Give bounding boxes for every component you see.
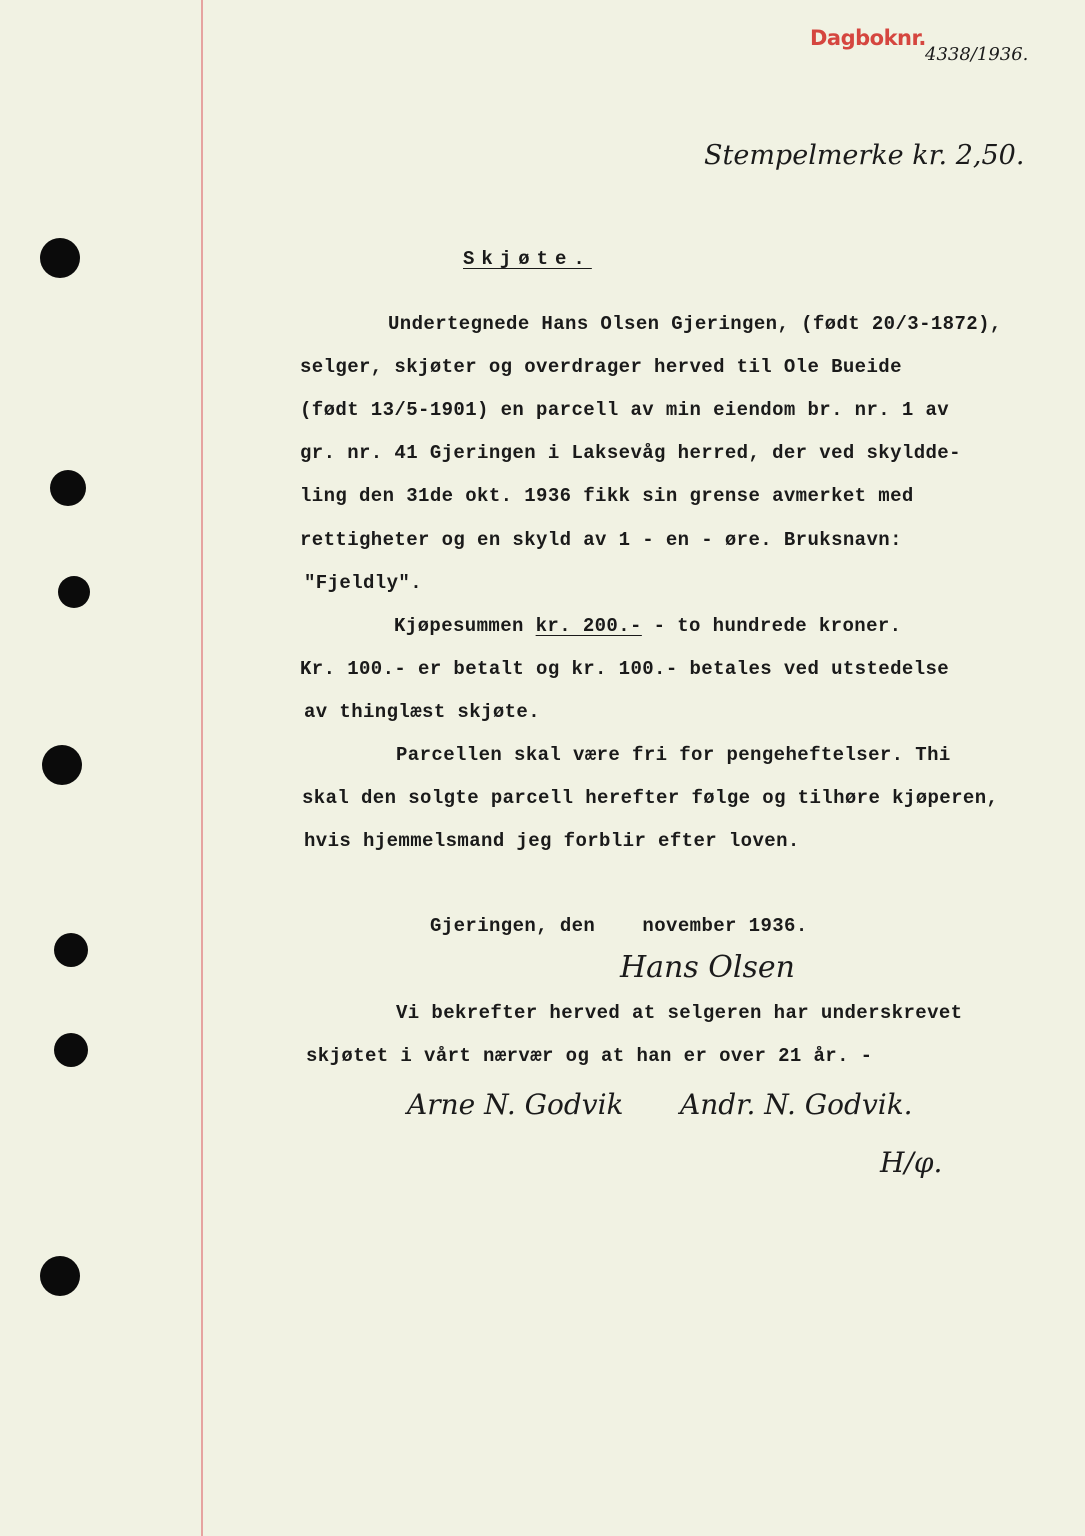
witness-signature-1: Arne N. Godvik: [407, 1088, 624, 1121]
paragraph1-line: selger, skjøter og overdrager herved til Ole Bueide: [300, 356, 902, 378]
purchase-price-amount: kr. 200.-: [535, 615, 642, 637]
paragraph1-line: (født 13/5-1901) en parcell av min eiendom br. nr. 1 av: [300, 399, 950, 421]
punch-hole: [54, 1033, 88, 1067]
margin-line: [201, 0, 203, 1536]
punch-hole: [40, 1256, 80, 1296]
place-date: Gjeringen, den november 1936.: [430, 915, 808, 937]
paragraph2-line: Kr. 100.- er betalt og kr. 100.- betales ved utstedelse: [300, 658, 950, 680]
diary-number-stamp: [810, 26, 926, 50]
stamp-label: Dagboknr.: [810, 26, 926, 50]
witness-signature-2: Andr. N. Godvik.: [680, 1088, 913, 1121]
punch-hole: [42, 745, 82, 785]
punch-hole: [54, 933, 88, 967]
purchase-price-lead: Kjøpesummen: [394, 615, 536, 637]
document-title: Skjøte.: [463, 248, 592, 270]
witness-text-line: Vi bekrefter herved at selgeren har underskrevet: [396, 1002, 963, 1024]
paragraph1-line: "Fjeldly".: [304, 572, 423, 594]
diary-number: 4338/1936.: [925, 44, 1029, 65]
paragraph1-line: ling den 31de okt. 1936 fikk sin grense avmerket med: [300, 485, 914, 507]
stamp-duty-note: Stempelmerke kr. 2,50.: [704, 140, 1025, 171]
paragraph2-line: av thinglæst skjøte.: [304, 701, 541, 723]
punch-hole: [58, 576, 90, 608]
punch-hole: [50, 470, 86, 506]
paragraph3-line: skal den solgte parcell herefter følge og tilhøre kjøperen,: [302, 787, 999, 809]
paragraph1-line: rettigheter og en skyld av 1 - en - øre. Bruksnavn:: [300, 529, 902, 551]
paragraph3-line: Parcellen skal være fri for pengeheftelser. Thi: [396, 744, 951, 766]
paragraph1-line: Undertegnede Hans Olsen Gjeringen, (født 20/3-1872),: [388, 313, 1002, 335]
witness-text-line: skjøtet i vårt nærvær og at han er over 21 år. -: [306, 1045, 873, 1067]
punch-hole: [40, 238, 80, 278]
seller-signature: Hans Olsen: [620, 950, 795, 985]
paragraph3-line: hvis hjemmelsmand jeg forblir efter loven.: [304, 830, 800, 852]
clerk-initials: H/φ.: [880, 1146, 943, 1179]
paragraph1-line: gr. nr. 41 Gjeringen i Laksevåg herred, der ved skyldde-: [300, 442, 961, 464]
purchase-price-words: - to hundrede kroner.: [641, 615, 902, 637]
purchase-price-line: [394, 615, 902, 637]
